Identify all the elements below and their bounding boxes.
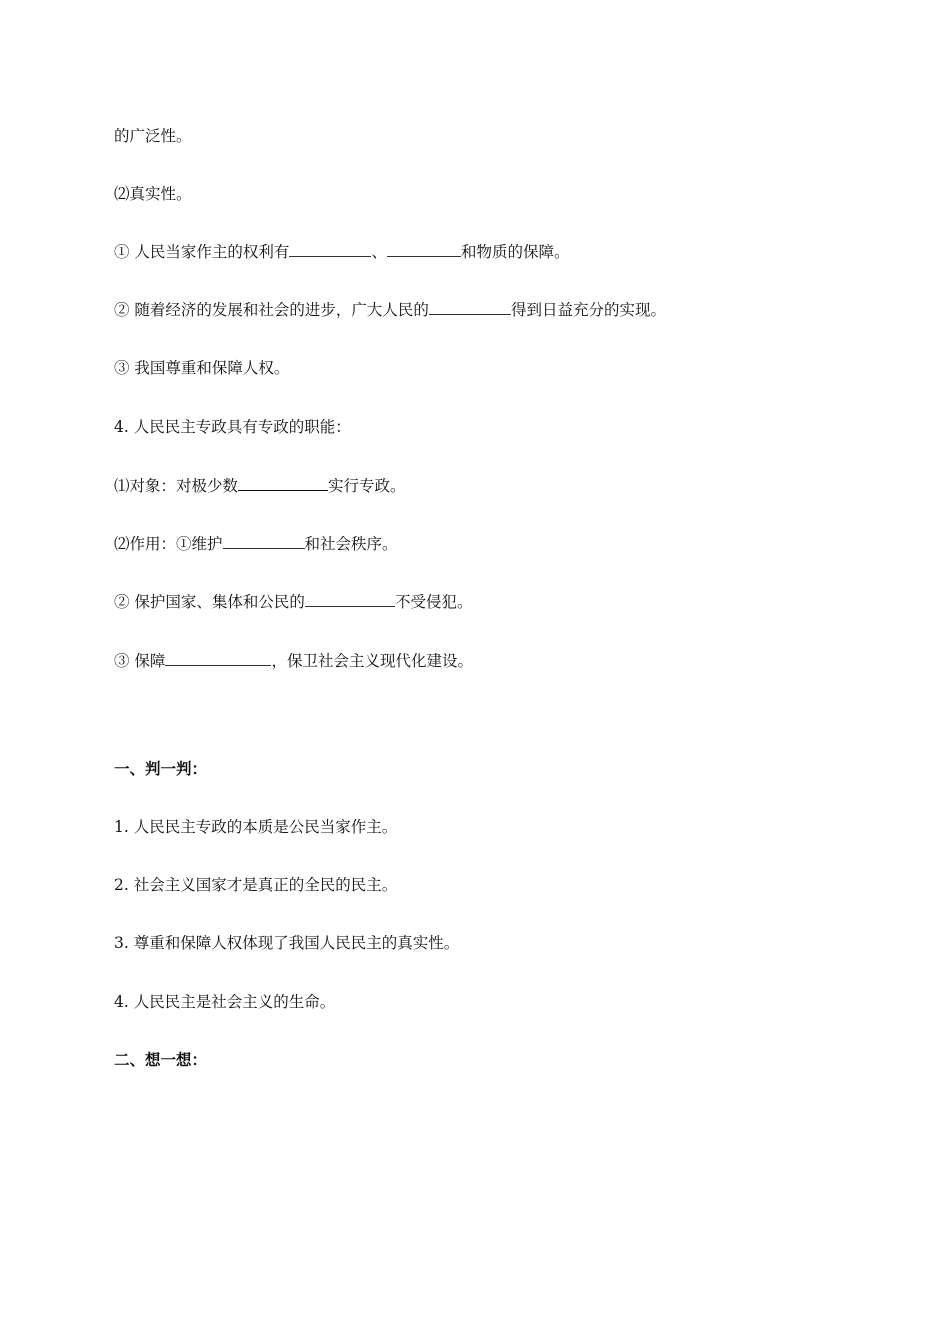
line-text: ③ 保障 [114,652,166,670]
answer-blank[interactable] [165,651,271,666]
answer-blank[interactable] [387,242,461,257]
answer-blank[interactable] [223,534,305,549]
line-text: ③ 我国尊重和保障人权。 [114,359,290,377]
line-text: ⑵作用：①维护 [114,535,223,553]
subheading-authenticity [114,184,192,204]
line-text: 得到日益充分的实现。 [510,301,666,319]
item-text: 1. 人民民主专政的本质是公民当家作主。 [114,818,398,836]
line-text: 和社会秩序。 [304,535,398,553]
list-item [114,933,459,953]
item-text: 2. 社会主义国家才是真正的全民的民主。 [114,876,398,894]
list-item [114,875,397,895]
line-text: 不受侵犯。 [394,593,473,611]
text-line [114,126,192,146]
heading-text: 二、想一想： [114,1050,208,1069]
section-heading-judge [114,759,207,779]
section-heading-think [114,1050,207,1070]
line-text: ⑴对象：对极少数 [114,477,239,495]
fill-in-line [114,300,666,320]
line-text: ① 人民当家作主的权利有 [114,243,290,261]
line-text: ② 保护国家、集体和公民的 [114,593,305,611]
answer-blank[interactable] [238,476,328,491]
fill-in-line [114,592,472,612]
fill-in-line [114,651,473,671]
fill-in-line [114,242,569,262]
line-text: ⑵真实性。 [114,185,192,203]
text-line [114,358,289,378]
section-heading [114,417,351,437]
fill-in-line [114,534,398,554]
answer-blank[interactable] [289,242,371,257]
answer-blank[interactable] [305,592,395,607]
line-text: 的广泛性。 [114,127,192,145]
list-item [114,817,397,837]
heading-text: 一、判一判： [114,759,208,778]
line-text: ② 随着经济的发展和社会的进步，广大人民的 [114,301,429,319]
item-text: 4. 人民民主是社会主义的生命。 [114,993,336,1011]
line-text: ，保卫社会主义现代化建设。 [271,652,473,670]
answer-blank[interactable] [429,300,511,315]
fill-in-line [114,476,406,496]
line-text: 4. 人民民主专政具有专政的职能： [114,418,351,436]
line-text: 实行专政。 [328,477,406,495]
list-item [114,992,335,1012]
item-text: 3. 尊重和保障人权体现了我国人民民主的真实性。 [114,934,460,952]
line-text: 和物质的保障。 [460,243,570,261]
line-text: 、 [371,243,387,261]
